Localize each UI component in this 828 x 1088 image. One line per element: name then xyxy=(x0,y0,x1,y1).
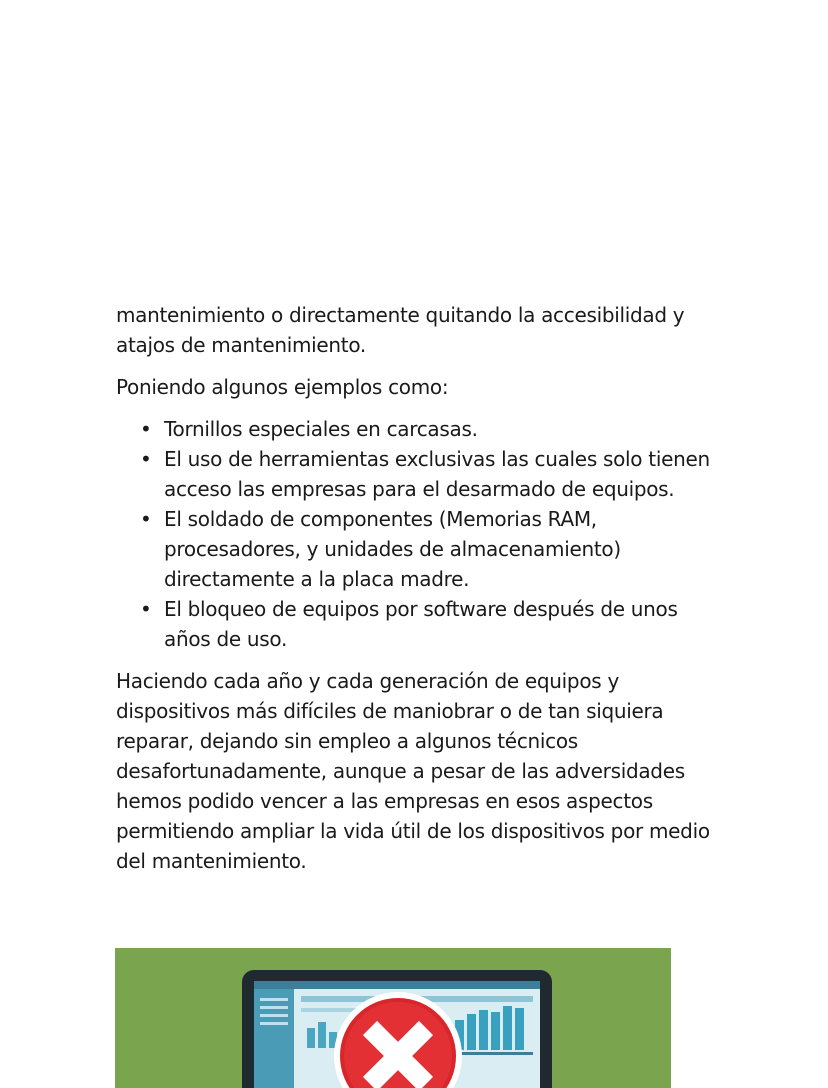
closing-paragraph: Haciendo cada año y cada generación de equipos y dispositivos más difíciles de maniobrar o de tan siquiera reparar, dejando sin empleo a algunos técnicos desafortunadamente, aunque a pesar de las adversidades hemos podido vencer a las empresas en esos aspectos permitiendo ampliar la vida útil de los dispositivos por medio del mantenimiento. xyxy=(116,669,710,873)
intro-paragraph: mantenimiento o directamente quitando la accesibilidad y atajos de mantenimiento. xyxy=(116,303,685,357)
bullet-icon: • xyxy=(140,597,152,621)
broken-laptop-illustration xyxy=(115,948,671,1088)
list-item xyxy=(140,504,716,594)
examples-lead: Poniendo algunos ejemplos como: xyxy=(116,375,449,399)
bullet-icon: • xyxy=(140,417,152,441)
list-item-text: El bloqueo de equipos por software después de unos años de uso. xyxy=(164,597,678,651)
list-item xyxy=(140,444,716,504)
bullet-icon: • xyxy=(140,447,152,471)
list-item-text: El uso de herramientas exclusivas las cuales solo tienen acceso las empresas para el desarmado de equipos. xyxy=(164,447,710,501)
list-item xyxy=(140,594,716,654)
list-item-text: Tornillos especiales en carcasas. xyxy=(164,417,478,441)
error-x-icon xyxy=(115,948,671,1088)
examples-list xyxy=(116,414,716,654)
document-body xyxy=(116,300,716,888)
bullet-icon: • xyxy=(140,507,152,531)
list-item xyxy=(140,414,716,444)
list-item-text: El soldado de componentes (Memorias RAM, procesadores, y unidades de almacenamiento) directamente a la placa madre. xyxy=(164,507,621,591)
